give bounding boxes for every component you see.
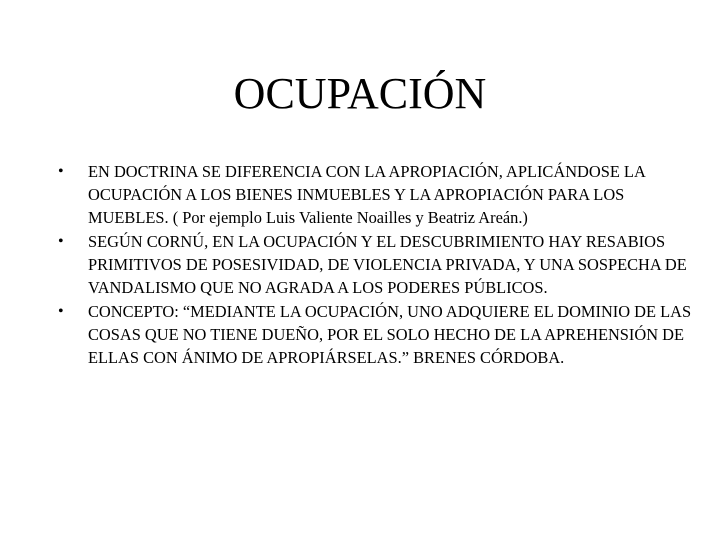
slide-title: OCUPACIÓN — [233, 69, 487, 118]
bullet-text: SEGÚN CORNÚ, EN LA OCUPACIÓN Y EL DESCUBRIMIENTO HAY RESABIOS PRIMITIVOS DE POSESIVIDAD, DE VIOLENCIA PRIVADA, Y UNA SOSPECHA DE VANDALISMO QUE NO AGRADA A LOS PODERES PÚBLICOS. — [88, 232, 687, 297]
bullet-item — [52, 230, 692, 299]
bullet-item — [52, 160, 692, 229]
bullet-icon: • — [58, 303, 64, 320]
bullet-list — [52, 160, 692, 370]
bullet-icon: • — [58, 163, 64, 180]
bullet-text: EN DOCTRINA SE DIFERENCIA CON LA APROPIACIÓN, APLICÁNDOSE LA OCUPACIÓN A LOS BIENES INMUEBLES Y LA APROPIACIÓN PARA LOS MUEBLES. ( Por ejemplo Luis Valiente Noailles y Beatriz Areán.) — [88, 162, 645, 227]
bullet-text: CONCEPTO: “MEDIANTE LA OCUPACIÓN, UNO ADQUIERE EL DOMINIO DE LAS COSAS QUE NO TIENE DUEÑO, POR EL SOLO HECHO DE LA APREHENSIÓN DE ELLAS CON ÁNIMO DE APROPIÁRSELAS.” BRENES CÓRDOBA. — [88, 302, 692, 367]
bullet-icon: • — [58, 233, 64, 250]
bullet-item — [52, 300, 692, 369]
